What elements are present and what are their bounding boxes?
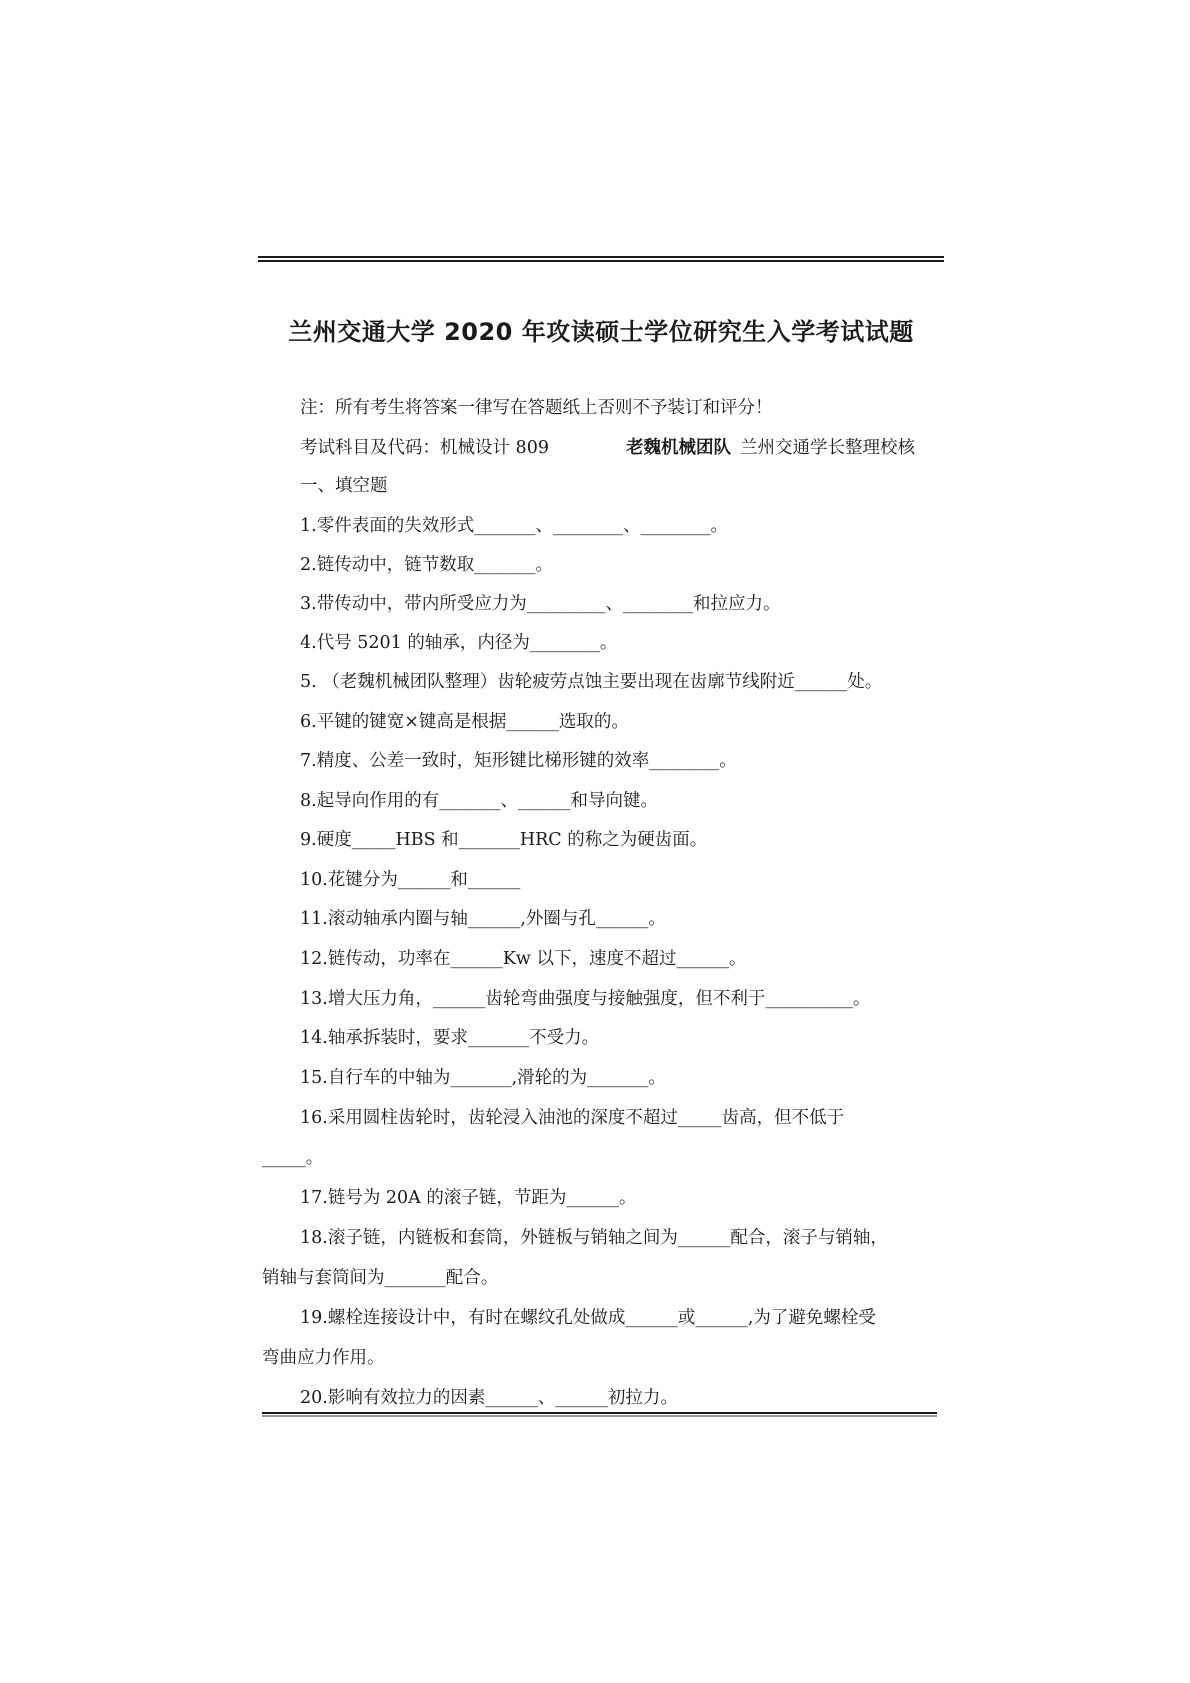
question-15: 15.自行车的中轴为_______,滑轮的为_______。 (300, 1068, 666, 1088)
question-8: 8.起导向作用的有_______、______和导向键。 (300, 791, 658, 811)
question-1: 1.零件表面的失效形式_______、________、________。 (300, 516, 728, 536)
question-16: 16.采用圆柱齿轮时，齿轮浸入油池的深度不超过_____齿高，但不低于 (300, 1108, 845, 1128)
section-heading: 一、填空题 (300, 476, 388, 496)
question-19: 19.螺栓连接设计中，有时在螺纹孔处做成______或______,为了避免螺栓受 (300, 1308, 876, 1328)
question-17: 17.链号为 20A 的滚子链，节距为______。 (300, 1188, 637, 1208)
question-18: 18.滚子链，内链板和套筒，外链板与销轴之间为______配合，滚子与销轴， (300, 1228, 888, 1248)
question-2: 2.链传动中，链节数取_______。 (300, 555, 553, 575)
question-16-continued: _____。 (262, 1148, 324, 1168)
question-4: 4.代号 5201 的轴承，内径为________。 (300, 633, 618, 653)
question-7: 7.精度、公差一致时，矩形键比梯形键的效率________。 (300, 751, 737, 771)
credit-note: 兰州交通学长整理校核 (740, 438, 915, 458)
question-5: 5. （老魏机械团队整理）齿轮疲劳点蚀主要出现在齿廓节线附近______处。 (300, 672, 883, 692)
question-6: 6.平键的键宽×键高是根据______选取的。 (300, 712, 629, 732)
team-name: 老魏机械团队 (626, 438, 731, 458)
subject-code: 考试科目及代码：机械设计 809 (300, 438, 549, 458)
exam-title: 兰州交通大学 2020 年攻读硕士学位研究生入学考试试题 (288, 318, 914, 346)
question-11: 11.滚动轴承内圈与轴______,外圈与孔______。 (300, 909, 666, 929)
question-13: 13.增大压力角，______齿轮弯曲强度与接触强度，但不利于__________。 (300, 989, 871, 1009)
exam-note: 注：所有考生将答案一律写在答题纸上否则不予装订和评分！ (300, 398, 773, 418)
question-12: 12.链传动，功率在______Kw 以下，速度不超过______。 (300, 949, 747, 969)
question-14: 14.轴承拆装时，要求_______不受力。 (300, 1028, 600, 1048)
question-20: 20.影响有效拉力的因素______、______初拉力。 (300, 1388, 678, 1408)
question-19-continued: 弯曲应力作用。 (262, 1348, 385, 1368)
question-18-continued: 销轴与套筒间为_______配合。 (262, 1268, 499, 1288)
top-double-rule (258, 256, 944, 258)
bottom-rule (262, 1412, 937, 1414)
question-3: 3.带传动中，带内所受应力为_________、________和拉应力。 (300, 594, 781, 614)
question-10: 10.花键分为______和______ (300, 870, 521, 890)
question-9: 9.硬度_____HBS 和_______HRC 的称之为硬齿面。 (300, 830, 708, 850)
